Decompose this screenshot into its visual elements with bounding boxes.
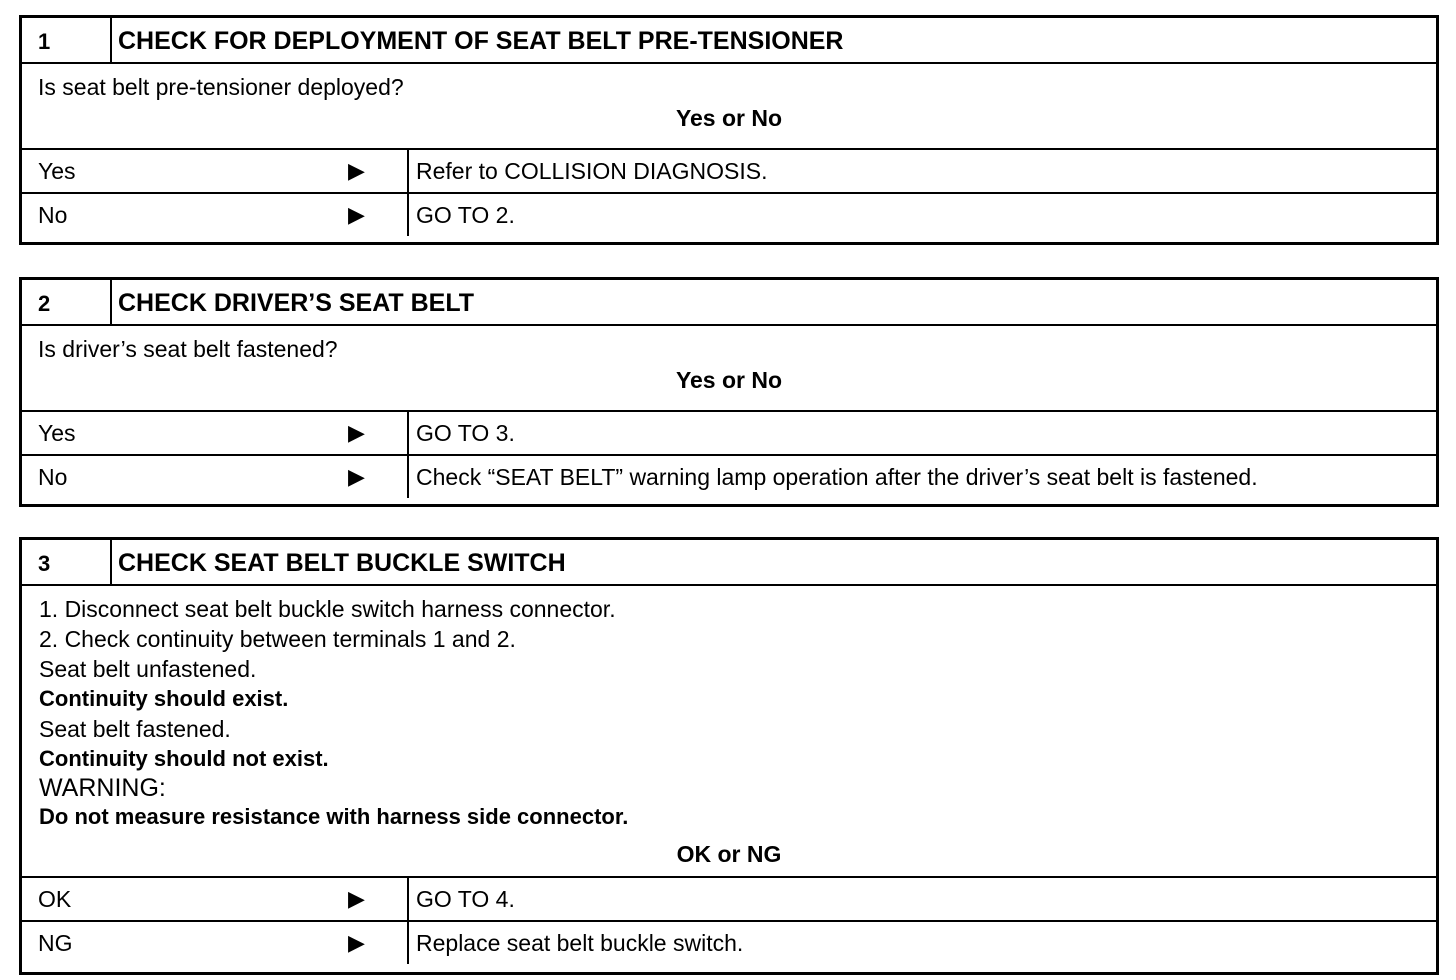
step-question: Is driver’s seat belt fastened? bbox=[38, 336, 338, 362]
answer-label: Yes bbox=[38, 420, 76, 446]
step-header bbox=[22, 18, 1436, 64]
step-2-table bbox=[19, 277, 1439, 507]
arrow-right-icon: ▶ bbox=[348, 420, 365, 445]
instruction-line: Continuity should not exist. bbox=[39, 746, 329, 771]
step-1-table bbox=[19, 15, 1439, 245]
step-header bbox=[22, 280, 1436, 326]
answer-prompt: Yes or No bbox=[675, 367, 783, 393]
step-number: 3 bbox=[22, 540, 112, 584]
answer-label: NG bbox=[38, 930, 73, 956]
instruction-line: Seat belt fastened. bbox=[39, 716, 231, 742]
answer-label: No bbox=[38, 202, 68, 228]
answer-row-yes bbox=[22, 410, 1436, 454]
arrow-right-icon: ▶ bbox=[348, 158, 365, 183]
step-title: CHECK FOR DEPLOYMENT OF SEAT BELT PRE-TENSIONER bbox=[118, 27, 844, 55]
answer-row-no bbox=[22, 192, 1436, 236]
instruction-line: Seat belt unfastened. bbox=[39, 656, 257, 682]
arrow-right-icon: ▶ bbox=[348, 886, 365, 911]
answer-action: GO TO 3. bbox=[416, 420, 515, 446]
step-3-table bbox=[19, 537, 1439, 975]
step-instructions bbox=[22, 586, 1436, 832]
step-title: CHECK SEAT BELT BUCKLE SWITCH bbox=[118, 549, 566, 577]
step-question: Is seat belt pre-tensioner deployed? bbox=[38, 74, 404, 100]
answer-label: OK bbox=[38, 886, 72, 912]
arrow-right-icon: ▶ bbox=[348, 930, 365, 955]
arrow-right-icon: ▶ bbox=[348, 202, 365, 227]
warning-heading: WARNING: bbox=[39, 774, 166, 802]
answer-prompt: OK or NG bbox=[676, 841, 782, 867]
answer-action: Refer to COLLISION DIAGNOSIS. bbox=[416, 158, 768, 184]
answer-prompt: Yes or No bbox=[675, 105, 783, 131]
answer-action: Check “SEAT BELT” warning lamp operation after the driver’s seat belt is fastened. bbox=[416, 464, 1258, 490]
step-header bbox=[22, 540, 1436, 586]
answer-label: No bbox=[38, 464, 68, 490]
step-number: 1 bbox=[22, 18, 112, 62]
instruction-line: 1. Disconnect seat belt buckle switch harness connector. bbox=[39, 596, 616, 622]
step-title: CHECK DRIVER’S SEAT BELT bbox=[118, 289, 475, 317]
answer-label: Yes bbox=[38, 158, 76, 184]
answer-action: GO TO 2. bbox=[416, 202, 515, 228]
answer-row-ok bbox=[22, 876, 1436, 920]
answer-row-no bbox=[22, 454, 1436, 498]
answer-action: Replace seat belt buckle switch. bbox=[416, 930, 744, 956]
instruction-line: 2. Check continuity between terminals 1 and 2. bbox=[39, 626, 516, 652]
instruction-line: Continuity should exist. bbox=[39, 686, 289, 711]
warning-text: Do not measure resistance with harness side connector. bbox=[39, 804, 629, 829]
step-number: 2 bbox=[22, 280, 112, 324]
answer-row-yes bbox=[22, 148, 1436, 192]
arrow-right-icon: ▶ bbox=[348, 464, 365, 489]
answer-action: GO TO 4. bbox=[416, 886, 515, 912]
answer-row-ng bbox=[22, 920, 1436, 964]
